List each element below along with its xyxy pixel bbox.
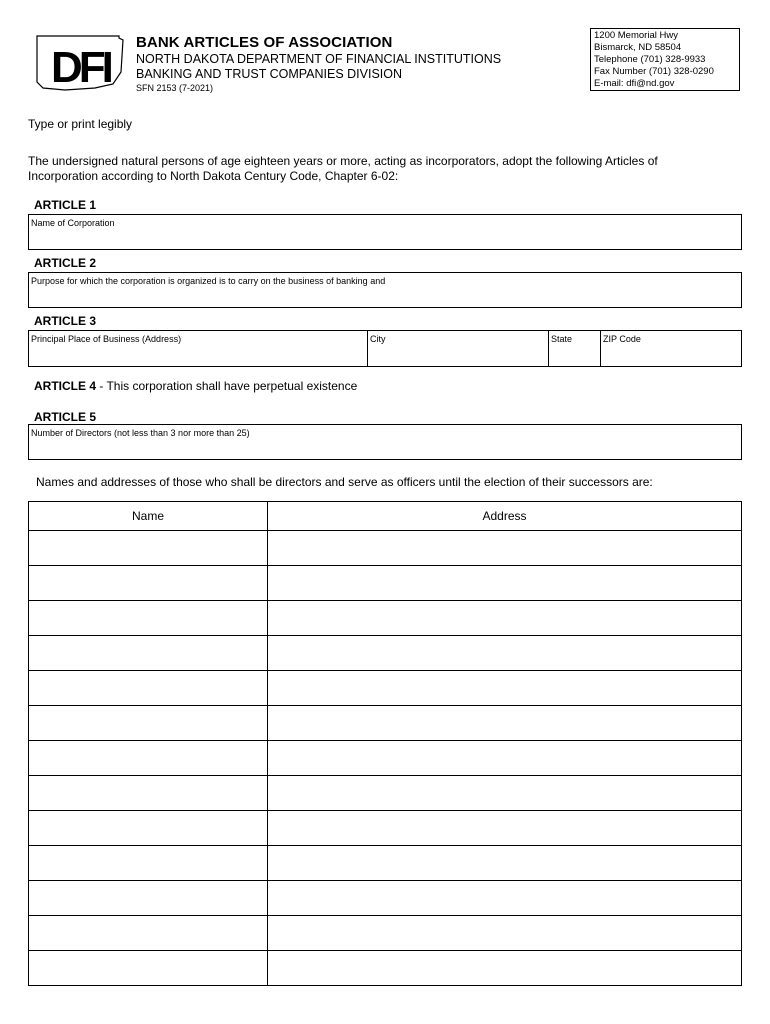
table-row <box>29 916 742 951</box>
article1-heading: ARTICLE 1 <box>34 198 97 212</box>
division-name: BANKING AND TRUST COMPANIES DIVISION <box>136 67 403 81</box>
director-name-cell[interactable] <box>29 566 268 601</box>
table-row <box>29 846 742 881</box>
table-row <box>29 706 742 741</box>
director-address-cell[interactable] <box>268 776 742 811</box>
article3-heading: ARTICLE 3 <box>34 314 97 328</box>
article4-text: - This corporation shall have perpetual existence <box>96 379 358 393</box>
state-field[interactable] <box>549 331 600 366</box>
directors-intro: Names and addresses of those who shall be directors and serve as officers until the election of their successors are: <box>36 475 653 489</box>
corporation-name-label: Name of Corporation <box>31 218 115 228</box>
table-row <box>29 951 742 986</box>
director-name-cell[interactable] <box>29 706 268 741</box>
table-row <box>29 811 742 846</box>
svg-text:DFI: DFI <box>51 43 110 92</box>
article4 <box>34 379 357 393</box>
city-label: City <box>370 334 386 344</box>
director-name-cell[interactable] <box>29 881 268 916</box>
contact-fax: Fax Number (701) 328-0290 <box>594 66 714 77</box>
director-address-cell[interactable] <box>268 566 742 601</box>
contact-box <box>590 28 740 91</box>
director-address-cell[interactable] <box>268 531 742 566</box>
director-address-cell[interactable] <box>268 706 742 741</box>
form-number: SFN 2153 (7-2021) <box>136 83 214 93</box>
contact-city: Bismarck, ND 58504 <box>594 42 682 53</box>
table-row <box>29 636 742 671</box>
director-address-cell[interactable] <box>268 671 742 706</box>
directors-table-body <box>29 531 742 986</box>
corporation-name-field[interactable] <box>28 214 742 250</box>
number-of-directors-field[interactable] <box>28 424 742 460</box>
print-instruction: Type or print legibly <box>28 117 133 131</box>
director-name-cell[interactable] <box>29 811 268 846</box>
table-row <box>29 671 742 706</box>
director-name-cell[interactable] <box>29 846 268 881</box>
table-row <box>29 881 742 916</box>
purpose-label: Purpose for which the corporation is organized is to carry on the business of banking and <box>31 276 386 286</box>
department-name: NORTH DAKOTA DEPARTMENT OF FINANCIAL INSTITUTIONS <box>136 52 502 66</box>
state-label: State <box>551 334 573 344</box>
article2-heading: ARTICLE 2 <box>34 256 97 270</box>
director-address-cell[interactable] <box>268 811 742 846</box>
director-name-cell[interactable] <box>29 671 268 706</box>
contact-street: 1200 Memorial Hwy <box>594 30 678 41</box>
address-field[interactable] <box>29 331 367 366</box>
director-address-cell[interactable] <box>268 741 742 776</box>
director-address-cell[interactable] <box>268 916 742 951</box>
form-title: BANK ARTICLES OF ASSOCIATION <box>136 34 393 51</box>
director-address-cell[interactable] <box>268 601 742 636</box>
table-row <box>29 741 742 776</box>
number-of-directors-label: Number of Directors (not less than 3 nor more than 25) <box>31 428 250 438</box>
principal-place-row <box>28 330 742 367</box>
director-name-cell[interactable] <box>29 636 268 671</box>
intro-paragraph-line1: The undersigned natural persons of age eighteen years or more, acting as incorporators, adopt the following Articles of <box>28 154 658 168</box>
director-address-cell[interactable] <box>268 881 742 916</box>
purpose-field[interactable] <box>28 272 742 308</box>
city-field[interactable] <box>368 331 548 366</box>
director-address-cell[interactable] <box>268 846 742 881</box>
director-name-cell[interactable] <box>29 741 268 776</box>
column-header-name: Name <box>29 502 268 531</box>
zip-field[interactable] <box>601 331 741 366</box>
address-label: Principal Place of Business (Address) <box>31 334 182 344</box>
dfi-logo <box>35 32 125 92</box>
article5-heading: ARTICLE 5 <box>34 410 97 424</box>
table-header-row <box>29 502 742 531</box>
table-row <box>29 531 742 566</box>
director-address-cell[interactable] <box>268 636 742 671</box>
director-address-cell[interactable] <box>268 951 742 986</box>
column-header-address: Address <box>268 502 742 531</box>
director-name-cell[interactable] <box>29 916 268 951</box>
director-name-cell[interactable] <box>29 951 268 986</box>
contact-phone: Telephone (701) 328-9933 <box>594 54 706 65</box>
article4-heading: ARTICLE 4 <box>34 379 97 393</box>
contact-email: E-mail: dfi@nd.gov <box>594 78 675 89</box>
table-row <box>29 601 742 636</box>
directors-table <box>28 501 742 986</box>
director-name-cell[interactable] <box>29 601 268 636</box>
table-row <box>29 566 742 601</box>
director-name-cell[interactable] <box>29 531 268 566</box>
director-name-cell[interactable] <box>29 776 268 811</box>
intro-paragraph-line2: Incorporation according to North Dakota Century Code, Chapter 6-02: <box>28 169 399 183</box>
zip-label: ZIP Code <box>603 334 641 344</box>
table-row <box>29 776 742 811</box>
